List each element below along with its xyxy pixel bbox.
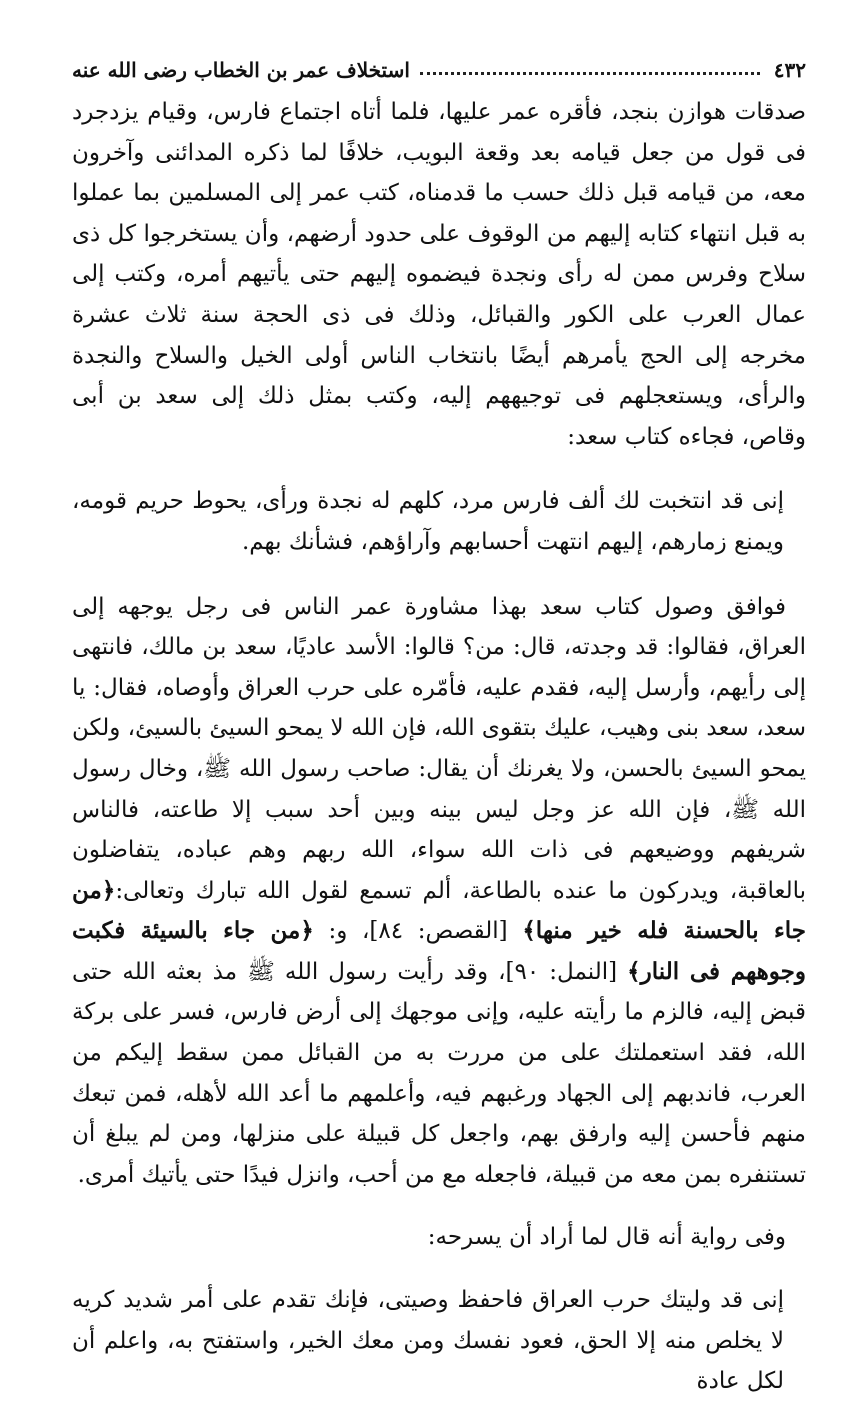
- quoted-letter-sad: إنى قد انتخبت لك ألف فارس مرد، كلهم له نجدة ورأى، يحوط حريم قومه، ويمنع زمارهم، إليهم انتهت أحسابهم وآراؤهم، فشأنك بهم.: [72, 488, 784, 555]
- quoted-advice: إنى قد وليتك حرب العراق فاحفظ وصيتى، فإنك تقدم على أمر شديد كريه لا يخلص منه إلا الحق، فعود نفسك ومن معك الخير، واستفتح به، واعلم أن لكل عادة: [72, 1287, 784, 1395]
- paragraph-2-start: فوافق وصول كتاب سعد بهذا مشاورة عمر الناس فى رجل يوجهه إلى العراق، فقالوا: قد وجدته، قال: من؟ قالوا: الأسد عاديًا، سعد بن مالك، فانتهى إلى رأيهم، وأرسل إليه، فقدم عليه، فأمّره على حرب العراق وأوصاه، فقال: يا سعد، سعد بنى وهيب، عليك بتقوى الله، فإن الله لا يمحو السيئ بالسيئ، ولكن يمحو السيئ بالحسن، ولا يغرنك أن يقال: صاحب رسول الله ﷺ، وخال رسول الله ﷺ، فإن الله عز وجل ليس بينه وبين أحد سبب إلا طاعته، فالناس شريفهم ووضيعهم فى ذات الله سواء، الله ربهم وهم عباده، يتفاضلون بالعاقبة، ويدركون ما عنده بالطاعة، ألم تسمع لقول الله تبارك وتعالى:: [72, 593, 806, 904]
- paragraph-1: صدقات هوازن بنجد، فأقره عمر عليها، فلما أتاه اجتماع فارس، وقيام يزدجرد فى قول من جعل قيامه بعد وقعة البويب، خلافًا لما ذكره المدائنى وآخرون معه، من قيامه قبل ذلك حسب ما قدمناه، كتب عمر إلى المسلمين بما عملوا به قبل انتهاء كتابه إليهم من الوقوف على حدود أرضهم، وأن يستخرجوا كل ذى سلاح وفرس ممن له رأى ونجدة فيضموه إليهم حتى يأتيهم أمره، وكتب إلى عمال العرب على الكور والقبائل، وذلك فى ذى الحجة سنة ثلاث عشرة مخرجه إلى الحج يأمرهم أيضًا بانتخاب الناس أولى الخيل والسلاح والنجدة والرأى، ويستعجلهم فى توجيههم إليه، وكتب بمثل ذلك إلى سعد بن أبى وقاص، فجاءه كتاب سعد:: [72, 99, 806, 450]
- verse-reference-1: [القصص: ٨٤]، و:: [313, 918, 523, 945]
- paragraph-3: وفى رواية أنه قال لما أراد أن يسرحه:: [427, 1224, 786, 1251]
- paragraph-2: [72, 587, 806, 1196]
- verse-reference-2: [النمل: ٩٠]،: [488, 958, 628, 985]
- running-title: استخلاف عمر بن الخطاب رضى الله عنه: [72, 58, 410, 82]
- running-head: [72, 50, 806, 90]
- paragraph-2-end: وقد رأيت رسول الله ﷺ مذ بعثه الله حتى قبض إليه، فالزم ما رأيته عليه، وإنى موجهك إلى أرض فارس، فسر على بركة الله، فقد استعملتك على من مررت به من القبائل ممن سقط إليكم من العرب، فاندبهم إلى الجهاد ورغبهم فيه، وأعلمهم ما أعد الله لأهله، فمن تبعك منهم فأحسن إليه وارفق بهم، واجعل كل قبيلة على منزلها، ومن لم يبلغ أن تستنفره بمن معه من قبيلة، فاجعله مع من أحب، وانزل فيدًا حتى يأتيك أمرى.: [72, 958, 806, 1188]
- leader-dots: [420, 62, 760, 75]
- quran-verse-1: ﴿من جاء بالحسنة فله خير منها﴾: [72, 876, 807, 945]
- page-number: ٤٣٢: [773, 58, 806, 82]
- quran-verse-2: ﴿من جاء بالسيئة فكبت وجوههم فى النار﴾: [72, 917, 807, 985]
